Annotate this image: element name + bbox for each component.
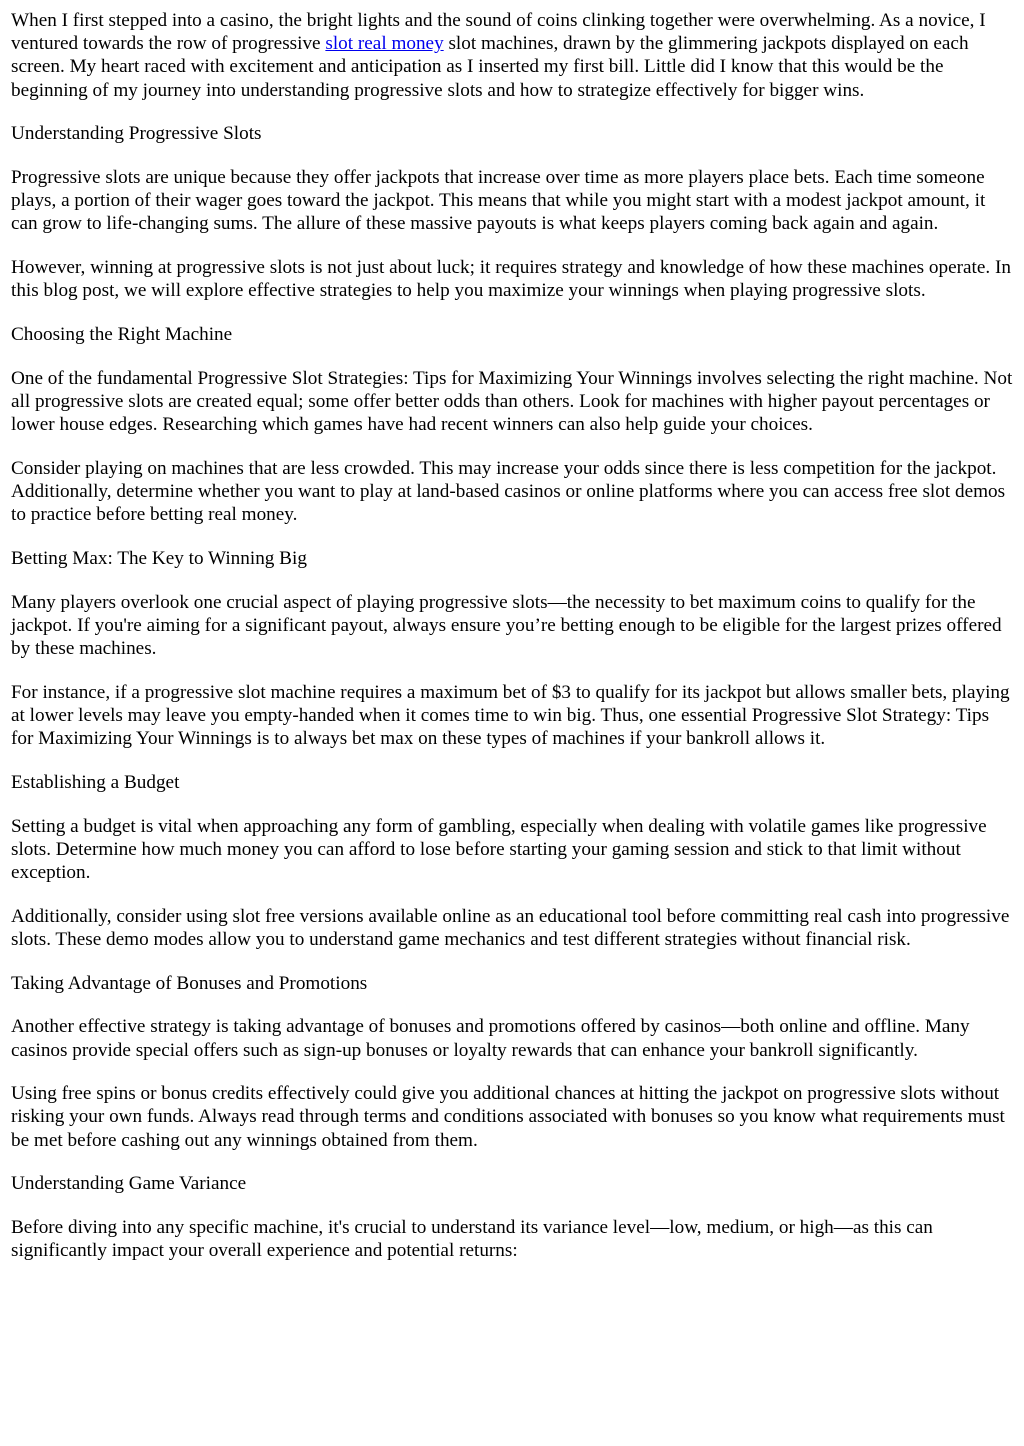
section-heading: Choosing the Right Machine [11, 324, 233, 346]
section-heading: Understanding Progressive Slots [11, 123, 262, 145]
section-heading: Taking Advantage of Bonuses and Promotions [11, 972, 368, 994]
intro-text-before-link: When I first stepped into a casino, the bright lights and the sound of coins clinking together were overwhelming. As a novice, I ventured towards the row of progressive [11, 10, 986, 55]
slot-real-money-link[interactable]: slot real money [325, 33, 444, 55]
intro-paragraph [11, 9, 1013, 102]
paragraph: However, winning at progressive slots is not just about luck; it requires strategy and knowledge of how these machines operate. In this blog post, we will explore effective strategies to help you maximize your winnings when playing progressive slots. [11, 257, 1011, 302]
section-heading: Understanding Game Variance [11, 1173, 247, 1195]
paragraph: Using free spins or bonus credits effectively could give you additional chances at hitting the jackpot on progressive slots without risking your own funds. Always read through terms and conditions associated with bonuses so you know what requirements must be met before cashing out any winnings obtained from them. [11, 1083, 1005, 1151]
paragraph: Consider playing on machines that are less crowded. This may increase your odds since there is less competition for the jackpot. Additionally, determine whether you want to play at land-based casinos or online platforms where you can access free slot demos to practice before betting real money. [11, 457, 1006, 526]
section-heading: Betting Max: The Key to Winning Big [11, 547, 307, 569]
paragraph: Additionally, consider using slot free versions available online as an educational tool before committing real cash into progressive slots. These demo modes allow you to understand game mechanics and test different strategies without financial risk. [11, 905, 1010, 950]
paragraph: Setting a budget is vital when approaching any form of gambling, especially when dealing with volatile games like progressive slots. Determine how much money you can afford to lose before starting your gaming session and stick to that limit without exception. [11, 815, 987, 883]
paragraph: For instance, if a progressive slot machine requires a maximum bet of $3 to qualify for its jackpot but allows smaller bets, playing at lower levels may leave you empty-handed when it comes time to win big. Thus, one essential Progressive Slot Strategy: Tips for Maximizing Your Winnings is to always bet max on these types of machines if your bankroll allows it. [11, 681, 1010, 750]
paragraph: One of the fundamental Progressive Slot Strategies: Tips for Maximizing Your Winnings involves selecting the right machine. Not all progressive slots are created equal; some offer better odds than others. Look for machines with higher payout percentages or lower house edges. Researching which games have had recent winners can also help guide your choices. [11, 367, 1013, 436]
paragraph: Progressive slots are unique because they offer jackpots that increase over time as more players place bets. Each time someone plays, a portion of their wager goes toward the jackpot. This means that while you might start with a modest jackpot amount, it can grow to life-changing sums. The allure of these massive payouts is what keeps players coming back again and again. [11, 167, 986, 235]
paragraph: Many players overlook one crucial aspect of playing progressive slots—the necessity to bet maximum coins to qualify for the jackpot. If you're aiming for a significant payout, always ensure you’re betting enough to be eligible for the largest prizes offered by these machines. [11, 591, 1002, 660]
intro-text-after-link: slot machines, drawn by the glimmering jackpots displayed on each screen. My heart raced with excitement and anticipation as I inserted my first bill. Little did I know that this would be the beginning of my journey into understanding progressive slots and how to strategize effectively for bigger wins. [11, 33, 969, 101]
section-heading: Establishing a Budget [11, 771, 180, 793]
paragraph: Another effective strategy is taking advantage of bonuses and promotions offered by casinos—both online and offline. Many casinos provide special offers such as sign-up bonuses or loyalty rewards that can enhance your bankroll significantly. [11, 1016, 970, 1061]
paragraph: Before diving into any specific machine, it's crucial to understand its variance level—low, medium, or high—as this can significantly impact your overall experience and potential returns: [11, 1217, 933, 1262]
